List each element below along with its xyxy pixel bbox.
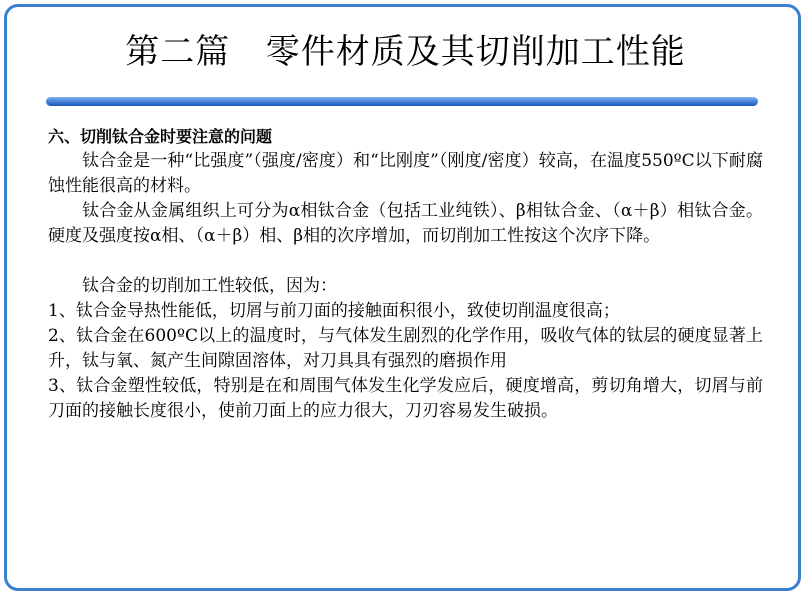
title-underline xyxy=(46,97,758,106)
slide-title: 第二篇 零件材质及其切削加工性能 xyxy=(125,32,686,72)
slide-content xyxy=(48,124,763,424)
paragraph-definition: 钛合金是一种“比强度”（强度/密度）和“比刚度”（刚度/密度）较高，在温度550ºC以下耐腐蚀性能很高的材料。 xyxy=(48,151,763,196)
list-item: 1、钛合金导热性能低，切屑与前刀面的接触面积很小，致使切削温度很高； xyxy=(48,301,620,321)
paragraph-reasons-intro: 钛合金的切削加工性较低，因为： xyxy=(82,276,337,296)
paragraph-classification: 钛合金从金属组织上可分为α相钛合金（包括工业纯铁）、β相钛合金、（α＋β）相钛合金。硬度及强度按α相、（α＋β）相、β相的次序增加，而切削加工性按这个次序下降。 xyxy=(48,201,763,246)
list-item: 3、钛合金塑性较低，特别是在和周围气体发生化学发应后，硬度增高，剪切角增大，切屑与前刀面的接触长度很小，使前刀面上的应力很大，刀刃容易发生破损。 xyxy=(48,376,763,421)
section-heading: 六、切削钛合金时要注意的问题 xyxy=(48,127,273,146)
paragraph-spacer xyxy=(48,249,763,274)
list-item: 2、钛合金在600ºC以上的温度时，与气体发生剧烈的化学作用，吸收气体的钛层的硬度显著上升，钛与氧、氮产生间隙固溶体，对刀具具有强烈的磨损作用 xyxy=(48,326,763,371)
